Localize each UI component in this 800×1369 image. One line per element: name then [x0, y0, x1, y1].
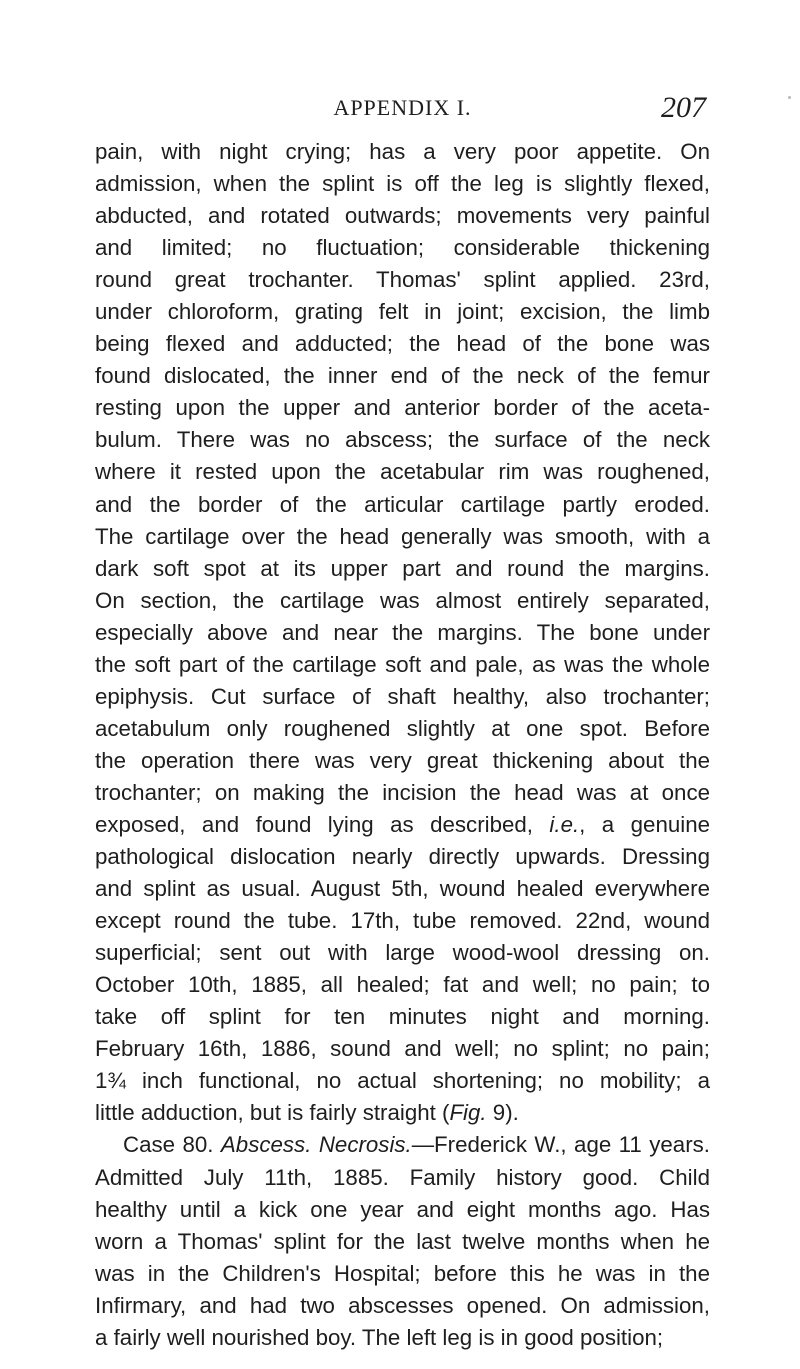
text-line: dark soft spot at its upper part and round the margins. [95, 555, 710, 581]
text-line: a fairly well nourished boy. The left leg is in good position; [95, 1324, 664, 1350]
text-line: The cartilage over the head generally was smooth, with a [95, 523, 710, 549]
text-line: pathological dislocation nearly directly upwards. Dressing [95, 844, 710, 870]
text-line: round great trochanter. Thomas' splint applied. 23rd, [95, 267, 710, 293]
page-number: 207 [661, 91, 706, 124]
text-line: resting upon the upper and anterior border of the aceta- [95, 395, 710, 421]
italic-ie: i.e. [549, 811, 580, 837]
text-line: being flexed and adducted; the head of the bone was [95, 331, 710, 357]
running-head [95, 91, 710, 124]
text-line: admission, when the splint is off the leg is slightly flexed, [95, 171, 710, 197]
text-line: Infirmary, and had two abscesses opened. On admission, [95, 1292, 710, 1318]
text-line: pain, with night crying; has a very poor appetite. On [95, 139, 710, 164]
text-line-with-italic [95, 809, 710, 841]
text-line: abducted, and rotated outwards; movements very painful [95, 203, 710, 229]
text-line: take off splint for ten minutes night and morning. [95, 1004, 710, 1030]
body-text [95, 136, 710, 1354]
text-line: the soft part of the cartilage soft and pale, as was the whole [95, 651, 710, 677]
text-line: trochanter; on making the incision the head was at once [95, 779, 710, 805]
text-line-with-italic [95, 1097, 710, 1129]
speck [788, 96, 791, 99]
italic-necrosis: Necrosis. [318, 1132, 412, 1158]
text-line: was in the Children's Hospital; before this he was in the [95, 1260, 710, 1286]
text-line: under chloroform, grating felt in joint; excision, the limb [95, 299, 710, 325]
text-line: except round the tube. 17th, tube removed. 22nd, wound [95, 908, 710, 934]
running-title: APPENDIX I. [333, 95, 472, 120]
text-segment: little adduction, but is fairly straight ( [95, 1100, 450, 1126]
text-line: and splint as usual. August 5th, wound healed everywhere [95, 876, 710, 902]
text-segment: 9). [486, 1100, 519, 1126]
text-line: 1¾ inch functional, no actual shortening; no mobility; a [95, 1068, 710, 1094]
text-line: acetabulum only roughened slightly at one spot. Before [95, 715, 710, 741]
case-heading-line [95, 1129, 710, 1161]
text-line: and the border of the articular cartilage partly eroded. [95, 491, 710, 517]
text-line: epiphysis. Cut surface of shaft healthy, also trochanter; [95, 683, 710, 709]
text-line: superficial; sent out with large wood-wool dressing on. [95, 940, 710, 966]
text-line: healthy until a kick one year and eight months ago. Has [95, 1196, 710, 1222]
italic-abscess: Abscess. [220, 1132, 312, 1158]
text-segment: —Frederick W., age 11 years. [411, 1132, 710, 1158]
text-line: bulum. There was no abscess; the surface of the neck [95, 427, 710, 453]
text-segment: , a genuine [579, 811, 711, 837]
case-number: Case 80. [123, 1132, 214, 1158]
text-line: and limited; no fluctuation; considerable thickening [95, 235, 710, 261]
text-line: found dislocated, the inner end of the neck of the femur [95, 363, 710, 389]
text-line: On section, the cartilage was almost entirely separated, [95, 587, 710, 613]
text-segment: exposed, and found lying as described, [95, 811, 533, 837]
text-line: October 10th, 1885, all healed; fat and well; no pain; to [95, 972, 710, 998]
italic-fig: Fig. [449, 1100, 487, 1126]
text-line: February 16th, 1886, sound and well; no splint; no pain; [95, 1036, 710, 1062]
text-line: where it rested upon the acetabular rim was roughened, [95, 459, 710, 485]
text-line: the operation there was very great thickening about the [95, 747, 710, 773]
text-line: Admitted July 11th, 1885. Family history good. Child [95, 1164, 710, 1190]
text-line: especially above and near the margins. The bone under [95, 619, 710, 645]
text-line: worn a Thomas' splint for the last twelve months when he [95, 1228, 710, 1254]
